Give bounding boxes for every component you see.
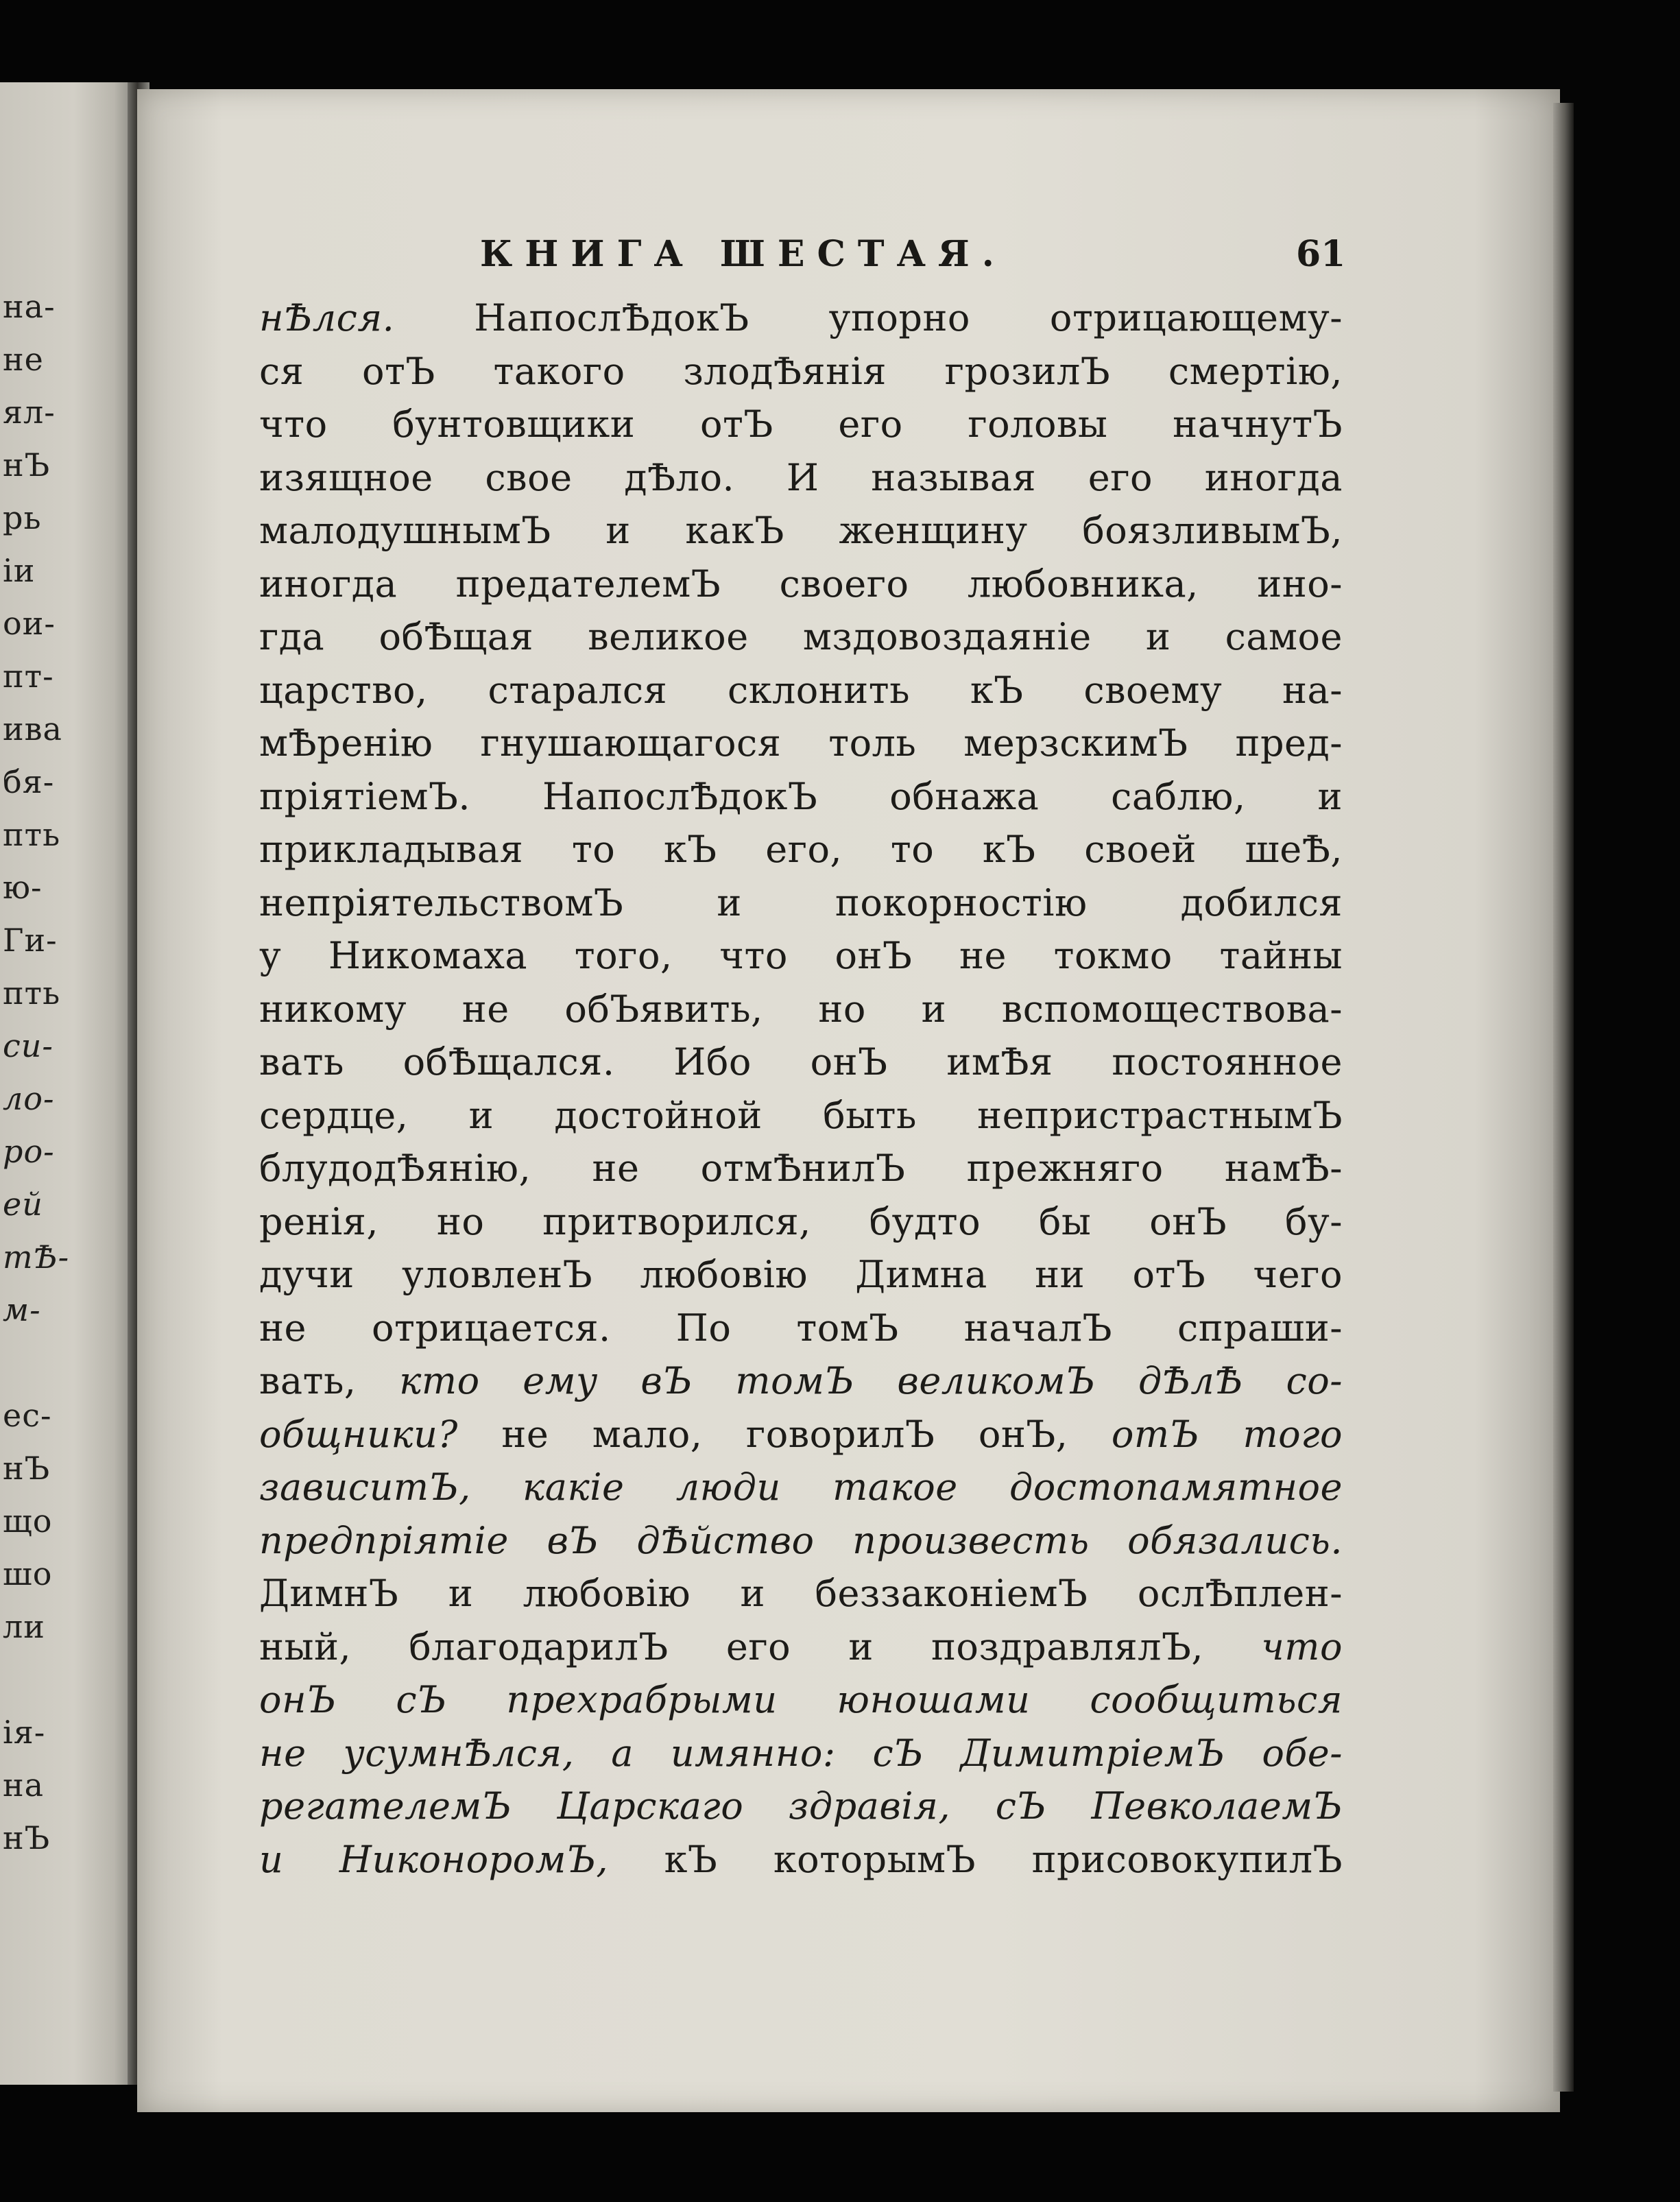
left-page-line: тѢ-: [3, 1238, 70, 1276]
text-line: [259, 1142, 1343, 1195]
text-line: [259, 876, 1343, 930]
italic-text-segment: общники?: [259, 1412, 458, 1456]
page-edge: [1553, 103, 1574, 2092]
text-line: [259, 929, 1343, 983]
left-page-line: си-: [3, 1027, 53, 1064]
text-segment: НапослѢдокЪ упорно отрицающему-: [394, 296, 1343, 339]
text-segment: мѢренію гнушающагося толь мерзскимЪ пред-: [259, 721, 1343, 765]
text-line: [259, 770, 1343, 824]
italic-text-segment: регателемЪ Царскаго здравія, сЪ ПевколаемЪ: [259, 1784, 1343, 1828]
left-page-line: м-: [3, 1291, 41, 1328]
left-page-line: ло-: [3, 1080, 55, 1117]
left-page-line: ива: [3, 710, 62, 747]
italic-text-segment: что: [1261, 1625, 1343, 1668]
text-segment: прикладывая то кЪ его, то кЪ своей шеѢ,: [259, 828, 1343, 871]
text-segment: у Никомаха того, что онЪ не токмо тайны: [259, 934, 1343, 977]
left-page-line: іи: [3, 552, 36, 589]
text-line: [259, 558, 1343, 611]
text-segment: пріятіемЪ. НапослѢдокЪ обнажа саблю, и: [259, 774, 1343, 818]
text-segment: вать обѢщался. Ибо онЪ имѢя постоянное: [259, 1040, 1343, 1084]
text-line: [259, 1354, 1343, 1408]
left-page-line: на-: [3, 288, 56, 325]
text-segment: сердце, и достойной быть непристрастнымЪ: [259, 1093, 1343, 1137]
text-segment: царство, старался склонить кЪ своему на-: [259, 668, 1343, 712]
text-line: [259, 1673, 1343, 1727]
left-page-line: ія-: [3, 1714, 46, 1751]
left-page-line: шо: [3, 1555, 53, 1592]
left-page-line: нЪ: [3, 1819, 51, 1856]
text-segment: блудодѢянію, не отмѢнилЪ прежняго намѢ-: [259, 1147, 1343, 1190]
text-segment: не мало, говорилЪ онЪ,: [457, 1412, 1112, 1456]
left-page-line: Ги-: [3, 922, 58, 959]
italic-text-segment: кто ему вЪ томЪ великомЪ дѢлѢ со-: [399, 1359, 1343, 1402]
italic-text-segment: не усумнѢлся, а имянно: сЪ ДимитріемЪ обе-: [259, 1731, 1343, 1775]
left-page-line: ял-: [3, 394, 56, 431]
italic-text-segment: предпріятіе вЪ дѢйство произвесть обязались.: [259, 1518, 1343, 1562]
text-segment: дучи уловленЪ любовію Димна ни отЪ чего: [259, 1253, 1343, 1296]
text-line: [259, 1727, 1343, 1780]
text-segment: вать,: [259, 1359, 400, 1402]
text-segment: малодушнымЪ и какЪ женщину боязливымЪ,: [259, 509, 1343, 552]
left-page-line: ои-: [3, 605, 56, 642]
text-line: [259, 345, 1343, 398]
text-segment: непріятельствомЪ и покорностію добился: [259, 881, 1343, 924]
text-line: [259, 1408, 1343, 1461]
text-line: [259, 717, 1343, 770]
text-line: [259, 1780, 1343, 1833]
italic-text-segment: нѢлся.: [259, 296, 395, 339]
italic-text-segment: зависитЪ, какіе люди такое достопамятное: [259, 1465, 1343, 1509]
text-line: [259, 823, 1343, 876]
text-line: [259, 291, 1343, 345]
left-page-line: ю-: [3, 869, 43, 906]
text-line: [259, 1567, 1343, 1620]
left-page-line: ей: [3, 1186, 43, 1223]
text-segment: иногда предателемЪ своего любовника, ино-: [259, 562, 1343, 606]
body-text: [259, 291, 1343, 1886]
text-line: [259, 1461, 1343, 1514]
left-page-line: бя-: [3, 763, 55, 800]
text-segment: ДимнЪ и любовію и беззаконіемЪ ослѢплен-: [259, 1572, 1343, 1615]
text-segment: гда обѢщая великое мздовоздаяніе и самое: [259, 615, 1343, 658]
left-page-line: ли: [3, 1608, 45, 1645]
left-page-line: пть: [3, 816, 61, 853]
text-line: [259, 451, 1343, 505]
text-line: [259, 504, 1343, 558]
italic-text-segment: онЪ сЪ прехрабрыми юношами сообщиться: [259, 1678, 1343, 1721]
text-line: [259, 398, 1343, 451]
running-title: КНИГА ШЕСТАЯ.: [480, 233, 1007, 275]
text-segment: изящное свое дѢло. И называя его иногда: [259, 455, 1343, 499]
left-page-line: нЪ: [3, 1450, 51, 1487]
left-page-line: рь: [3, 499, 42, 536]
text-line: [259, 983, 1343, 1036]
text-segment: кЪ которымЪ присовокупилЪ: [608, 1837, 1343, 1881]
text-segment: ся отЪ такого злодѢянія грозилЪ смертію,: [259, 349, 1343, 393]
text-line: [259, 1514, 1343, 1568]
text-line: [259, 1089, 1343, 1142]
text-line: [259, 610, 1343, 664]
text-line: [259, 1833, 1343, 1887]
text-segment: ный, благодарилЪ его и поздравлялЪ,: [259, 1625, 1262, 1668]
text-segment: что бунтовщики отЪ его головы начнутЪ: [259, 403, 1343, 446]
left-page-line: ес-: [3, 1397, 52, 1434]
left-page-line: ро-: [3, 1133, 55, 1170]
italic-text-segment: и НиконоромЪ,: [259, 1837, 609, 1881]
text-line: [259, 664, 1343, 717]
left-page-line: не: [3, 341, 44, 378]
left-page-fragment: [0, 82, 134, 2085]
italic-text-segment: отЪ того: [1111, 1412, 1343, 1456]
page-number: 61: [1296, 233, 1346, 275]
text-line: [259, 1248, 1343, 1302]
left-page-line: пт-: [3, 658, 54, 695]
left-page-line: нЪ: [3, 446, 51, 483]
left-page-line: на: [3, 1767, 45, 1804]
text-line: [259, 1620, 1343, 1674]
text-line: [259, 1302, 1343, 1355]
left-page-line: пть: [3, 974, 61, 1012]
text-segment: ренія, но притворился, будто бы онЪ бу-: [259, 1199, 1343, 1243]
text-segment: никому не обЪявить, но и вспомоществова-: [259, 987, 1343, 1031]
text-line: [259, 1195, 1343, 1249]
left-page-line: що: [3, 1503, 53, 1540]
text-line: [259, 1036, 1343, 1089]
text-segment: не отрицается. По томЪ началЪ спраши-: [259, 1306, 1343, 1350]
